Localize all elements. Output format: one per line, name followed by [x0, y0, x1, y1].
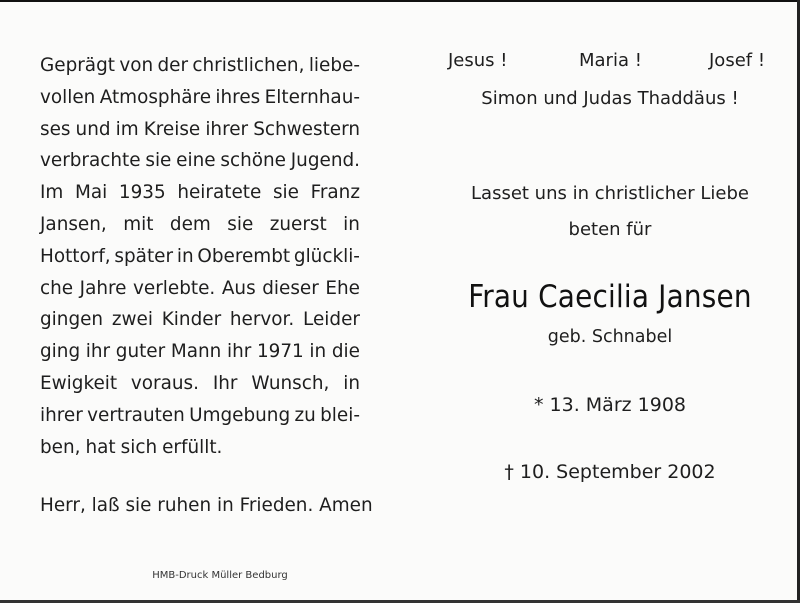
biography-word: Franz	[310, 182, 360, 204]
biography-word: che	[40, 277, 74, 299]
biography-word: hat	[85, 436, 116, 458]
biography-word: schöne	[220, 150, 286, 172]
biography-word: verlebte.	[133, 277, 216, 299]
biography-word: dem	[169, 213, 211, 235]
biography-word: zuerst	[269, 213, 327, 235]
biography-word: ihres	[215, 86, 261, 108]
biography-word: erfüllt.	[162, 436, 223, 458]
invocation-line-1: Lasset uns in christlicher Liebe	[471, 183, 749, 204]
biography-word: Schwestern	[253, 118, 360, 140]
biography-text	[40, 50, 360, 463]
biography-word: Ehe	[325, 277, 360, 299]
biography-word: eine	[176, 150, 216, 172]
saints-line: Simon und Judas Thaddäus !	[481, 88, 739, 109]
dedication-panel	[420, 0, 800, 603]
biography-word: christlichen,	[192, 55, 305, 76]
biography-word: hervor.	[229, 309, 295, 331]
birth-date: * 13. März 1908	[533, 394, 686, 416]
biography-word: Ihr	[212, 372, 238, 394]
biography-word: Elternhau-	[264, 86, 360, 108]
biography-word: glückli-	[293, 245, 360, 267]
biography-word: Jugend.	[290, 150, 360, 172]
biography-word: 1971	[256, 341, 304, 363]
biography-line	[40, 50, 360, 82]
biography-word: 1935	[118, 182, 166, 204]
biography-word: der	[157, 55, 189, 76]
biography-line	[40, 114, 360, 146]
biography-word: sie	[145, 150, 172, 172]
holy-name-maria: Maria !	[579, 50, 642, 71]
biography-word: Im	[40, 182, 64, 204]
biography-word: ben,	[40, 436, 81, 458]
biography-word: ses	[40, 118, 71, 140]
biography-word: Jahre	[79, 277, 127, 299]
biography-word: in	[343, 213, 360, 235]
biography-word: von	[119, 55, 154, 76]
closing-prayer: Herr, laß sie ruhen in Frieden. Amen	[40, 495, 373, 516]
biography-word: Wunsch,	[251, 372, 330, 394]
biography-word: voraus.	[130, 372, 199, 394]
biography-line	[40, 432, 360, 464]
death-date: † 10. September 2002	[504, 461, 716, 483]
biography-word: die	[331, 341, 360, 363]
biography-word: Geprägt	[40, 55, 115, 76]
biography-word: vertrauten	[87, 404, 185, 426]
biography-word: im	[115, 118, 139, 140]
birth-name: geb. Schnabel	[547, 327, 673, 347]
biography-line	[40, 82, 360, 114]
biography-word: Kinder	[161, 309, 222, 331]
biography-line	[40, 145, 360, 177]
biography-word: in	[343, 372, 360, 394]
biography-word: Kreise	[143, 118, 201, 140]
biography-word: Oberembt	[197, 245, 291, 267]
biography-word: in	[309, 341, 327, 363]
biography-word: Mann	[170, 341, 222, 363]
biography-word: sich	[120, 436, 158, 458]
biography-line	[40, 241, 360, 273]
biography-word: Ewigkeit	[40, 372, 118, 394]
biography-word: Jansen,	[40, 213, 107, 235]
biography-line	[40, 209, 360, 241]
biography-word: Mai	[74, 182, 108, 204]
biography-word: ihrer	[40, 404, 83, 426]
holy-names-row	[448, 50, 766, 76]
biography-word: später	[114, 245, 174, 267]
biography-word: sie	[272, 182, 299, 204]
biography-line	[40, 304, 360, 336]
deceased-name: Frau Caecilia Jansen	[468, 279, 752, 315]
biography-word: Umgebung	[189, 404, 291, 426]
biography-word: Leider	[303, 309, 360, 331]
printer-credit: HMB-Druck Müller Bedburg	[152, 570, 288, 581]
biography-word: zwei	[111, 309, 153, 331]
biography-line	[40, 368, 360, 400]
holy-name-jesus: Jesus !	[448, 50, 508, 71]
biography-word: zu	[294, 404, 316, 426]
biography-word: ihrer	[205, 118, 249, 140]
biography-word: heiratete	[177, 182, 262, 204]
biography-word: verbrachte	[40, 150, 141, 172]
biography-line	[40, 400, 360, 432]
biography-word: ging	[40, 341, 81, 363]
biography-word: mit	[123, 213, 154, 235]
biography-word: Aus	[221, 277, 256, 299]
biography-line	[40, 273, 360, 305]
biography-word: Hottorf,	[40, 245, 111, 267]
invocation-line-2: beten für	[568, 219, 652, 240]
biography-line	[40, 177, 360, 209]
biography-word: und	[75, 118, 111, 140]
biography-word: ihr	[85, 341, 111, 363]
biography-word: gingen	[40, 309, 104, 331]
biography-line	[40, 336, 360, 368]
biography-word: Atmosphäre	[99, 86, 212, 108]
biography-word: blei-	[320, 404, 360, 426]
holy-name-josef: Josef !	[709, 50, 766, 71]
biography-word: ihr	[226, 341, 252, 363]
biography-word: guter	[115, 341, 166, 363]
biography-word: vollen	[40, 86, 96, 108]
biography-word: sie	[227, 213, 254, 235]
biography-word: dieser	[262, 277, 319, 299]
biography-word: in	[176, 245, 194, 267]
biography-word: liebe-	[308, 55, 360, 76]
